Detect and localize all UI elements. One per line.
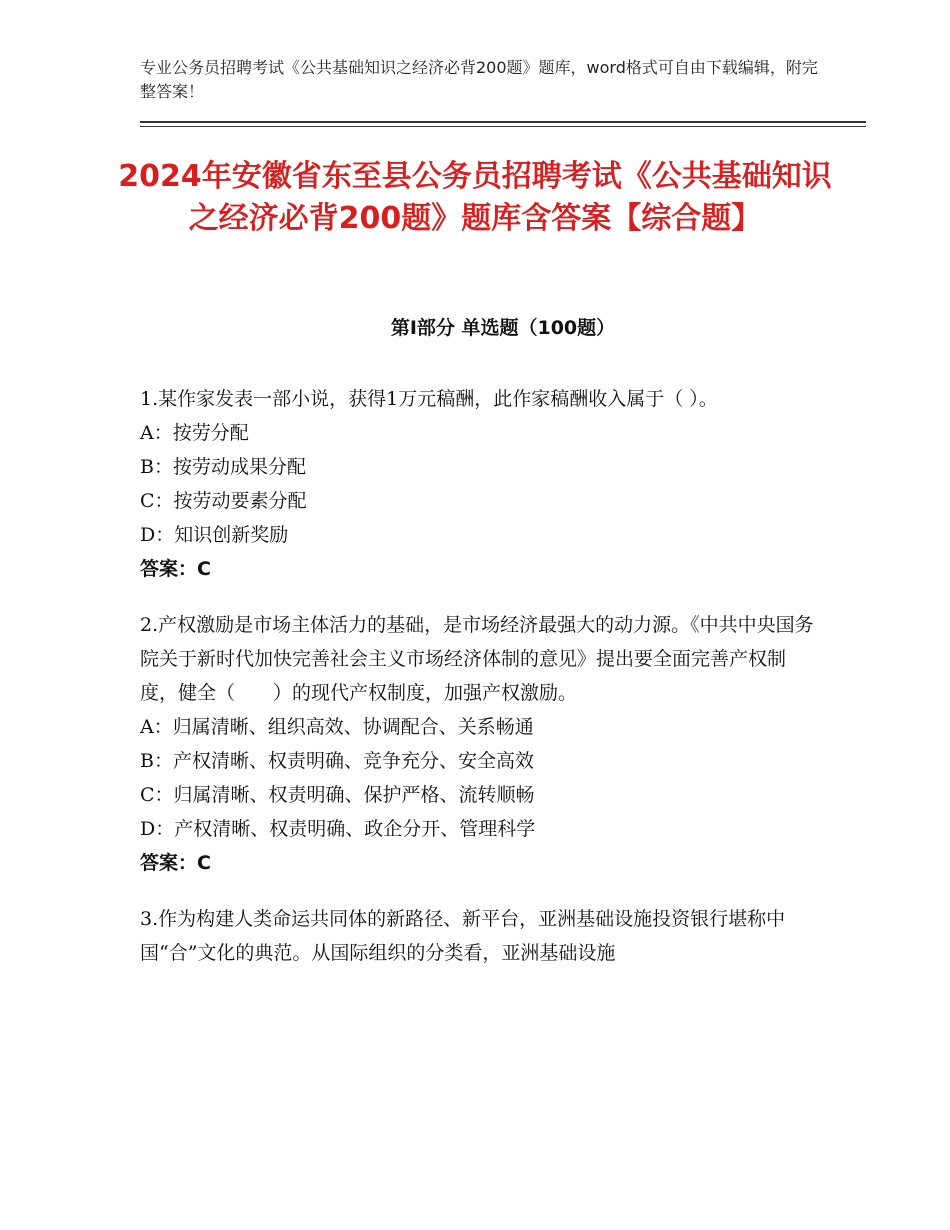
option-d: D：知识创新奖励 [140,524,289,546]
question-list [140,382,820,992]
question-3 [140,902,820,970]
option-c: C：按劳动要素分配 [140,490,307,512]
section-heading: 第Ⅰ部分 单选题（100题） [390,317,616,339]
header-divider-thick [140,121,866,123]
question-stem: 2.产权激励是市场主体活力的基础，是市场经济最强大的动力源。《中共中央国务院关于新时代加快完善社会主义市场经济体制的意见》提出要全面完善产权制度，健全（ ）的现代产权制度，加强产权激励。 [140,614,814,704]
question-2 [140,608,820,880]
option-b: B：产权清晰、权责明确、竞争充分、安全高效 [140,750,534,772]
question-stem: 1.某作家发表一部小说，获得1万元稿酬，此作家稿酬收入属于（ ）。 [140,388,718,410]
question-1 [140,382,820,586]
option-a: A：归属清晰、组织高效、协调配合、关系畅通 [140,716,534,738]
answer: 答案：C [140,852,211,874]
question-stem: 3.作为构建人类命运共同体的新路径、新平台，亚洲基础设施投资银行堪称中国“合”文化的典范。从国际组织的分类看，亚洲基础设施 [140,908,786,964]
document-title: 2024年安徽省东至县公务员招聘考试《公共基础知识之经济必背200题》题库含答案【综合题】 [118,159,832,236]
header-divider-thin [140,126,866,127]
header-note: 专业公务员招聘考试《公共基础知识之经济必背200题》题库，word格式可自由下载编辑，附完整答案！ [140,58,818,101]
answer: 答案：C [140,558,211,580]
option-a: A：按劳分配 [140,422,249,444]
option-d: D：产权清晰、权责明确、政企分开、管理科学 [140,818,536,840]
option-b: B：按劳动成果分配 [140,456,306,478]
option-c: C：归属清晰、权责明确、保护严格、流转顺畅 [140,784,535,806]
